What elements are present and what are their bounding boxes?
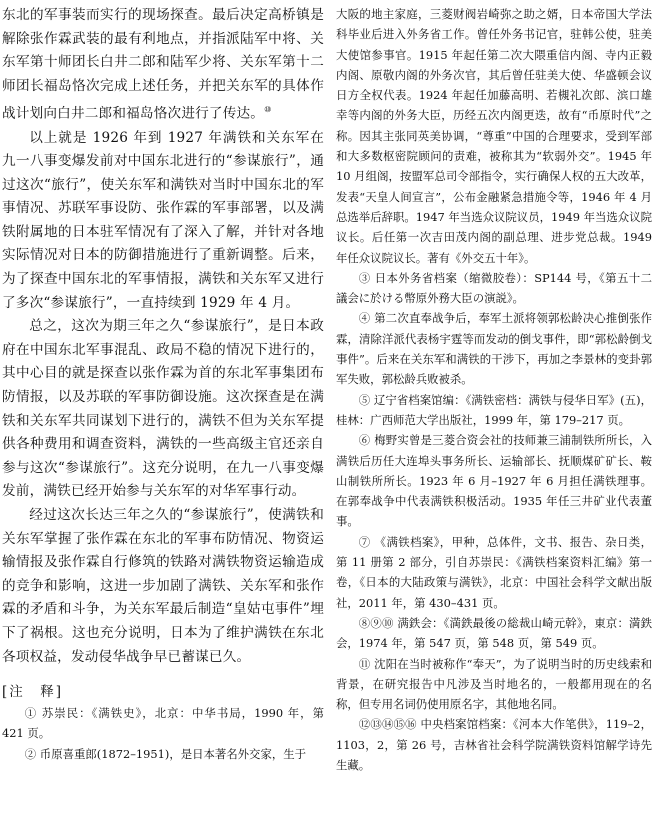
footnote-4: ④ 第二次直奉战争后，奉军土派将领郭松龄决心推倒张作霖，清除洋派代表杨宇霆等而发动的倒戈事件，即“郭松龄倒戈事件”。后来在关东军和满铁的干涉下，再加之李景林的变卦郭军失败，郭松龄兵败被杀。 [336, 311, 652, 387]
body-paragraph-4: 经过这次长达三年之久的“参谋旅行”，使满铁和关东军掌握了张作霖在东北的军事布防情况、物资运输情报及张作霖自行修筑的铁路对满铁物资运输造成的竞争和影响，这进一步加剧了满铁、关东军和张作霖的矛盾和斗争，为关东军最后制造“皇姑屯事件”埋下了祸根。这也充分说明，日本为了维护满铁在东北各项权益，发动侵华战争早已蓄谋已久。 [2, 507, 324, 665]
footnote-12-16: ⑫⑬⑭⑮⑯ 中央档案馆档案：《河本大作笔供》，119–2，1103，2，第 26 号，吉林省社会科学院满铁资料馆解学诗先生藏。 [336, 717, 652, 772]
footnote-1: ① 苏崇民：《满铁史》，北京：中华书局，1990 年，第 421 页。 [2, 706, 324, 741]
footnote-2: ② 币原喜重郎(1872–1951)，是日本著名外交家，生于 [24, 746, 307, 761]
body-paragraph-2: 以上就是 1926 年到 1927 年满铁和关东军在九一八事变爆发前对中国东北进行的“参谋旅行”，通过这次“旅行”，使关东军和满铁对当时中国东北的军事情况、苏联军事设防、张作霖的军事部署，以及满铁附属地的日本驻军情况有了深入了解，并针对各地实际情况对日本的防御措施进行了重新调整。后来，为了探查中国东北的军事情报，满铁和关东军又进行了多次“参谋旅行”，一直持续到 1929 年 4 月。 [2, 129, 324, 311]
body-paragraph-1 [2, 4, 324, 127]
footnote-2-continued: 大阪的地主家庭，三菱财阀岩崎弥之助之婿，日本帝国大学法科毕业后进入外务省工作。曾任外务书记官，驻韩公使，驻美大使馆参事官。1915 年起任第二次大隈重信内阁、寺内正毅内阁、原敬内阁的外务次官，其后曾任驻美大使、华盛顿会议日方全权代表。1924 年起任加藤高明、若槻礼次郎、滨口雄幸等内阁的外务大臣，历经五次内阁更迭，故有“币原时代”之称。因其主张同英美协调，“尊重”中国的合理要求，受到军部和大多数枢密院顾问的责难，被称其为“软弱外交”。1945 年 10 月组阁，按盟军总司令部指令，实行确保人权的五大改革，发表“天皇人间宣言”，公布金融紧急措施令等，1946 年 4 月总选举后辞职。1947 年当选众议院议员，1949 年当选众议院议长。后任第一次吉田茂内阁的副总理、进步党总裁。1949 年任众议院议长。著有《外交五十年》。 [336, 7, 652, 265]
footnote-11: ⑪ 沈阳在当时被称作“奉天”，为了说明当时的历史线索和背景，在研究报告中凡涉及当时地名的，一般都用现在的名称，但专用名词仍使用原名字，其他地名同。 [336, 656, 652, 712]
footnote-7: ⑦ 《满铁档案》，甲种，总体件，文书、报告、杂日类，第 11 册第 2 部分，引自苏崇民：《满铁档案资料汇编》第一卷，《日本的大陆政策与满铁》，北京：中国社会科学文献出版社，2011 年，第 430–431 页。 [336, 534, 652, 610]
footnote-6: ⑥ 梅野实曾是三菱合资会社的技师兼三浦制铁所所长，入满铁后历任大连埠头事务所长、运输部长、抚顺煤矿矿长、鞍山制铁所所长。1923 年 6 月–1927 年 6 月担任满铁理事。在郭奉战争中代表满铁积极活动。1935 年任三井矿业代表董事。 [336, 433, 652, 529]
footnote-ref: ⑩ [264, 105, 272, 115]
left-column [2, 4, 324, 764]
notes-heading: [注 释] [2, 684, 64, 701]
footnote-8-10: ⑧⑨⑩ 满鉄会：《満鉄最後の総裁山崎元幹》，東京：満鉄会，1974 年，第 547 页，第 548 页，第 549 页。 [336, 615, 652, 651]
footnote-3: ③ 日本外务省档案（缩微胶卷）：SP144 号，《第五十二議会に於ける幣原外務大臣の演説》。 [336, 270, 652, 306]
body-paragraph-3: 总之，这次为期三年之久“参谋旅行”，是日本政府在中国东北军事混乱、政局不稳的情况下进行的，其中心目的就是探查以张作霖为首的东北军事集团布防情报，以及苏联的军事防御设施。这次探查是在满铁和关东军共同谋划下进行的，满铁不但为关东军提供各种费用和调查资料，满铁的一些高级主官还亲自参与这次“参谋旅行”。这充分说明，在九一八事变爆发前，满铁已经开始参与关东军的对华军事行动。 [2, 318, 324, 500]
right-column [336, 4, 652, 775]
footnote-5: ⑤ 辽宁省档案馆编：《满铁密档：满铁与侵华日军》(五)，桂林：广西师范大学出版社，1999 年，第 179–217 页。 [336, 392, 652, 427]
paragraph-text: 东北的军事装而实行的现场探查。最后决定高桥镇是解除张作霖武装的最有利地点，并指派陆军中将、关东军第十师团长白井二郎和陆军少将、关东军第十二师团长福岛恪次完成上述任务，并把关东军的具体作战计划向白井二郎和福岛恪次进行了传达。 [2, 7, 324, 122]
